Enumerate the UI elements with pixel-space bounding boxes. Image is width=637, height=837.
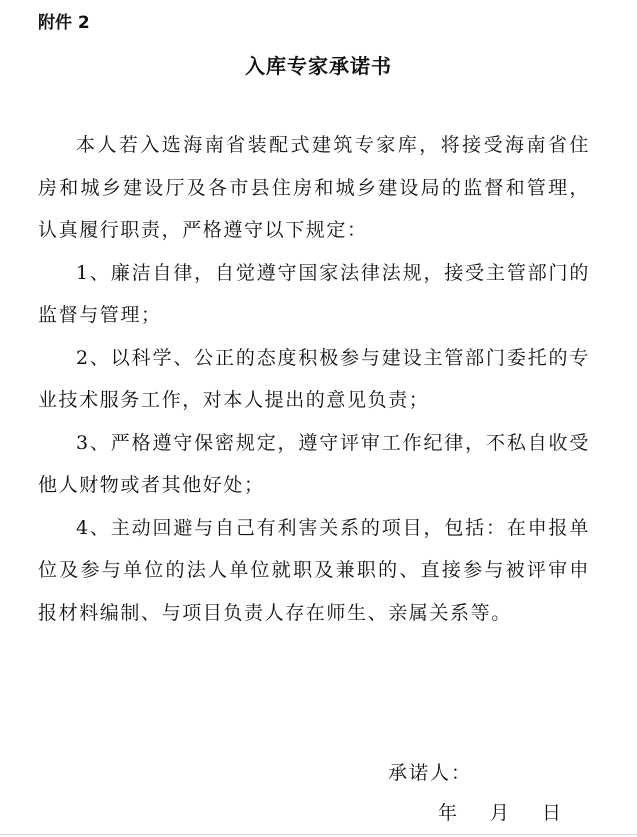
paragraph-intro: 本人若入选海南省装配式建筑专家库，将接受海南省住房和城乡建设厅及各市县住房和城乡建设局的监督和管理，认真履行职责，严格遵守以下规定：	[38, 134, 590, 241]
paragraph-rule-1: 1、廉洁自律，自觉遵守国家法律法规，接受主管部门的监督与管理；	[38, 261, 590, 326]
document-body	[38, 124, 590, 634]
date-line	[438, 798, 561, 825]
paragraph-rule-2: 2、以科学、公正的态度积极参与建设主管部门委托的专业技术服务工作，对本人提出的意见负责；	[38, 346, 590, 411]
date-day: 日	[542, 802, 562, 824]
signature-label: 承诺人：	[388, 762, 473, 784]
date-year: 年	[438, 802, 458, 824]
document-title: 入库专家承诺书	[245, 54, 392, 78]
attachment-label: 附件 2	[38, 13, 90, 33]
page-bottom-divider	[0, 834, 637, 835]
paragraph-rule-3: 3、严格遵守保密规定，遵守评审工作纪律，不私自收受他人财物或者其他好处；	[38, 431, 590, 496]
paragraph-rule-4: 4、主动回避与自己有利害关系的项目，包括：在申报单位及参与单位的法人单位就职及兼职的、直接参与被评审申报材料编制、与项目负责人存在师生、亲属关系等。	[38, 516, 590, 624]
date-month: 月	[490, 802, 510, 824]
